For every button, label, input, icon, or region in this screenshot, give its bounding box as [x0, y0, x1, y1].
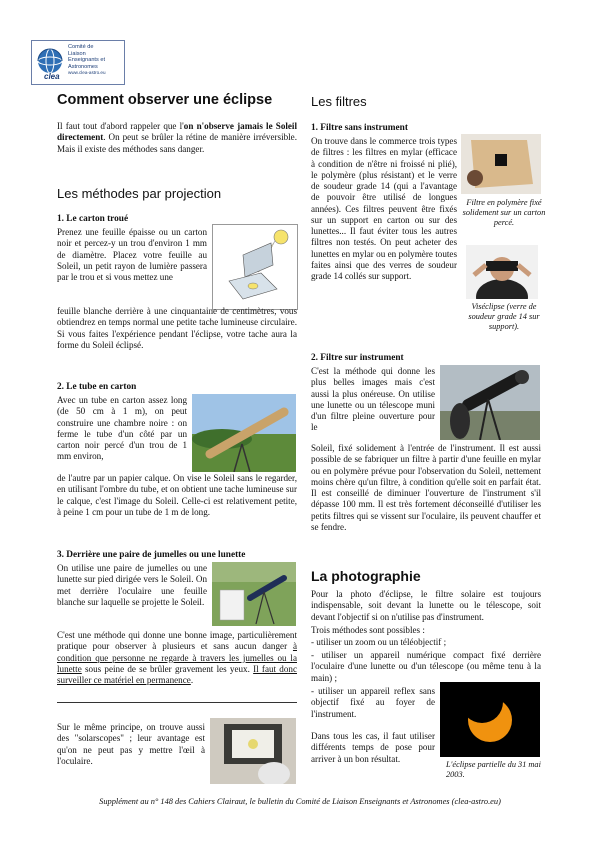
filtre-sans-title: 1. Filtre sans instrument [311, 123, 408, 133]
solarscope-photo-image [210, 718, 296, 784]
carton-text: Prenez une feuille épaisse ou un carton noir et percez-y un trou d'environ 1 mm de diamètre. Placez votre feuille au Soleil, un petit rayon de lumière passera par le trou et si vous mettez une [57, 227, 207, 283]
tube-photo [192, 394, 296, 472]
binoculars-photo-image [212, 562, 296, 626]
photo-conclusion: Dans tous les cas, il faut utiliser différents temps de pose pour arriver à un bon résultat. [311, 731, 435, 764]
jumelles-warning-2: Il faut donc surveiller ce matériel en permanence [57, 663, 297, 686]
filtre-sur-title: 2. Filtre sur instrument [311, 353, 404, 363]
viseclipse-image [466, 245, 538, 299]
footer: Supplément au n° 148 des Cahiers Clairaut, le bulletin du Comité de Liaison Enseignants et Astronomes (clea-astro.eu) [99, 797, 501, 806]
logo-url: www.clea-astro.eu [68, 70, 106, 75]
tube-text: Avec un tube en carton assez long (de 50 cm à 1 m), on peut construire une chambre noire : on ferme le tube d'un côté par un carton noir percé d'un trou de 1 mm environ, [57, 395, 187, 462]
page-title: Comment observer une éclipse [57, 92, 273, 108]
filtre-sur-text-full: Soleil, fixé solidement à l'entrée de l'instrument. Il est aussi possible de se fabriquer un filtre à partir d'une feuille en mylar ou en polymère prévue pour l'observation du Soleil, nettement moins chère qu'un filtre, à condition qu'elle soit en parfait état. Il est conseillé de diminuer l'ouverture de l'instrument s'il dépasse 100 mm. Il est très fortement déconseillé d'utiliser les petits filtres qui se vissent sur l'oculaire, ils peuvent chauffer et se fendre. [311, 443, 541, 532]
logo-brand: clea [44, 72, 60, 81]
viseclipse-photo [466, 245, 538, 299]
photo-intro: Pour la photo d'éclipse, le filtre solaire est toujours indispensable, soit devant la lunette ou le télescope, soit devant l'objectif si on n'utilise pas d'instrument. [311, 589, 541, 622]
photo-methods-label: Trois méthodes sont possibles : [311, 625, 425, 635]
eclipse-photo [440, 682, 540, 757]
intro-text-end: . On peut se brûler la rétine de manière irréversible. Mais il existe des méthodes sans danger. [57, 132, 297, 154]
polymer-filter-photo [461, 134, 541, 194]
tube-photo-image [192, 394, 296, 472]
tube-title: 2. Le tube en carton [57, 382, 137, 392]
eclipse-image [440, 682, 540, 757]
polymer-filter-caption: Filtre en polymère fixé solidement sur un carton percé. [462, 198, 546, 227]
logo-line: Enseignants et [68, 57, 106, 63]
photo-method-1: - utiliser un zoom ou un téléobjectif ; [311, 637, 447, 647]
photo-heading: La photographie [311, 568, 421, 584]
solarscope-text: Sur le même principe, on trouve aussi des "solarscopes" ; leur avantage est qu'on ne peut pas y mettre l'œil à l'oculaire. [57, 722, 205, 766]
logo-line: Liaison [68, 50, 86, 57]
jumelles-paragraph [57, 630, 297, 686]
separator-line [57, 702, 297, 703]
filtre-sur-text: C'est la méthode qui donne les plus belles images mais c'est aussi la plus onéreuse. On utilise une lunette ou un télescope muni d'un filtre pleine ouverture pour le [311, 366, 435, 433]
pinhole-diagram [212, 224, 298, 310]
intro-text: Il faut tout d'abord rappeler que l' [57, 121, 184, 131]
logo-line: Astronomes [68, 63, 98, 70]
projection-heading: Les méthodes par projection [57, 186, 222, 201]
viseclipse-caption: Viséclipse (verre de soudeur grade 14 sur support). [468, 302, 540, 331]
eclipse-caption: L'éclipse partielle du 31 mai 2003. [446, 760, 541, 779]
carton-title: 1. Le carton troué [57, 214, 129, 224]
intro-paragraph [57, 121, 297, 155]
intro-warning: on n'observe jamais le Soleil directement [57, 121, 297, 143]
jumelles-text-c: . [190, 675, 194, 686]
jumelles-text-a: C'est une méthode qui donne une bonne image, particulièrement pratique pour observer à plusieurs et sans aucun danger [57, 630, 297, 652]
jumelles-text: On utilise une paire de jumelles ou une lunette sur pied dirigée vers le Soleil. On met derrière l'oculaire une feuille blanche sur laquelle se projette le Soleil. [57, 563, 207, 607]
telescope-filter-image [440, 365, 540, 440]
telescope-filter-photo [440, 365, 540, 440]
clea-logo [31, 40, 125, 85]
polymer-filter-image [461, 134, 541, 194]
photo-method-3: - utiliser un appareil reflex sans objectif fixé au foyer de l'instrument. [311, 686, 435, 719]
logo-line: Comité de [68, 44, 94, 50]
filtres-heading: Les filtres [311, 94, 367, 109]
jumelles-title: 3. Derrière une paire de jumelles ou une lunette [57, 550, 246, 560]
jumelles-text-b: sous peine de se brûler gravement les yeux. [81, 663, 254, 674]
jumelles-warning-1: à condition que personne ne regarde à travers les jumelles ou la lunette [57, 641, 297, 674]
binoculars-photo [212, 562, 296, 626]
solarscope-photo [210, 718, 296, 784]
filtre-sans-text: On trouve dans le commerce trois types de filtres : les filtres en mylar (efficace à condition de n'être ni froissé ni plié), le polymère (plus résistant) et le verre de soudeur grade 14 (qui a l'avantage de pouvoir être utilisé de longues années). Ces filtres peuvent être fixés sur un support en carton ou sur des lunettes... Il faut éviter tous les autres filtres non testés. On peut acheter des lunettes en mylar ou en polymère toutes faites ainsi que des verres de soudeur grade 14 collés sur support. [311, 136, 457, 282]
carton-text-full: feuille blanche derrière à une cinquantaine de centimètres, vous obtiendrez en temps normal une petite tache lumineuse circulaire. Si vous faites l'expérience pendant l'éclipse, votre tache aura la forme du Soleil éclipsé. [57, 306, 297, 350]
photo-method-2: - utiliser un appareil numérique compact fixé derrière l'oculaire d'une lunette ou d'un télescope (ou même tenu à la main) ; [311, 650, 541, 683]
pinhole-icon [213, 225, 297, 309]
tube-text-full: de l'autre par un papier calque. On vise le Soleil sans le regarder, en utilisant l'ombre du tube, et on obtient une tache lumineuse sur le calque, c'est l'image du Soleil. Celle-ci est relativement petite, à peine 1 cm pour un tube de 1 m de long. [57, 473, 297, 517]
